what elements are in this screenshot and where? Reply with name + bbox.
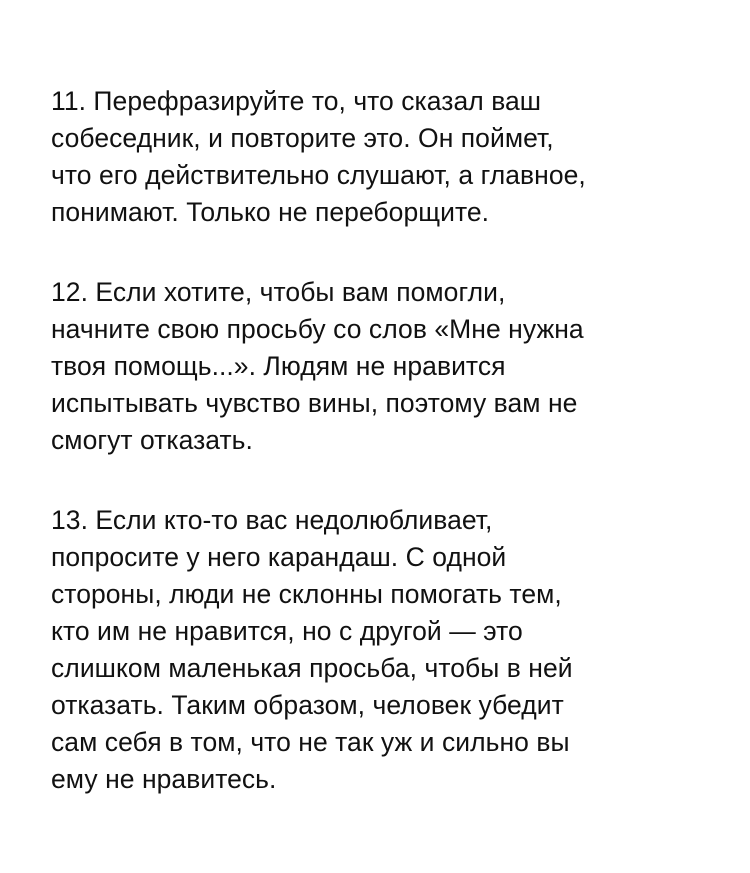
tip-12-paragraph xyxy=(51,274,731,459)
text-line: слишком маленькая просьба, чтобы в ней xyxy=(51,653,573,683)
text-line: смогут отказать. xyxy=(51,425,253,455)
text-line: кто им не нравится, но с другой — это xyxy=(51,616,523,646)
text-line: стороны, люди не склонны помогать тем, xyxy=(51,579,562,609)
text-line: 12. Если хотите, чтобы вам помогли, xyxy=(51,277,506,307)
text-line: попросите у него карандаш. С одной xyxy=(51,542,507,572)
text-line: твоя помощь...». Людям не нравится xyxy=(51,351,506,381)
text-line: начните свою просьбу со слов «Мне нужна xyxy=(51,314,584,344)
text-line: что его действительно слушают, а главное, xyxy=(51,160,586,190)
text-line: понимают. Только не переборщите. xyxy=(51,197,490,227)
text-line: сам себя в том, что не так уж и сильно вы xyxy=(51,727,570,757)
text-line: 13. Если кто-то вас недолюбливает, xyxy=(51,505,493,535)
text-line: отказать. Таким образом, человек убедит xyxy=(51,690,564,720)
text-line: 11. Перефразируйте то, что сказал ваш xyxy=(51,86,542,116)
tip-13-paragraph xyxy=(51,502,731,798)
text-line: испытывать чувство вины, поэтому вам не xyxy=(51,388,578,418)
text-line: ему не нравитесь. xyxy=(51,764,277,794)
tip-11-paragraph xyxy=(51,83,731,231)
text-line: собеседник, и повторите это. Он поймет, xyxy=(51,123,554,153)
